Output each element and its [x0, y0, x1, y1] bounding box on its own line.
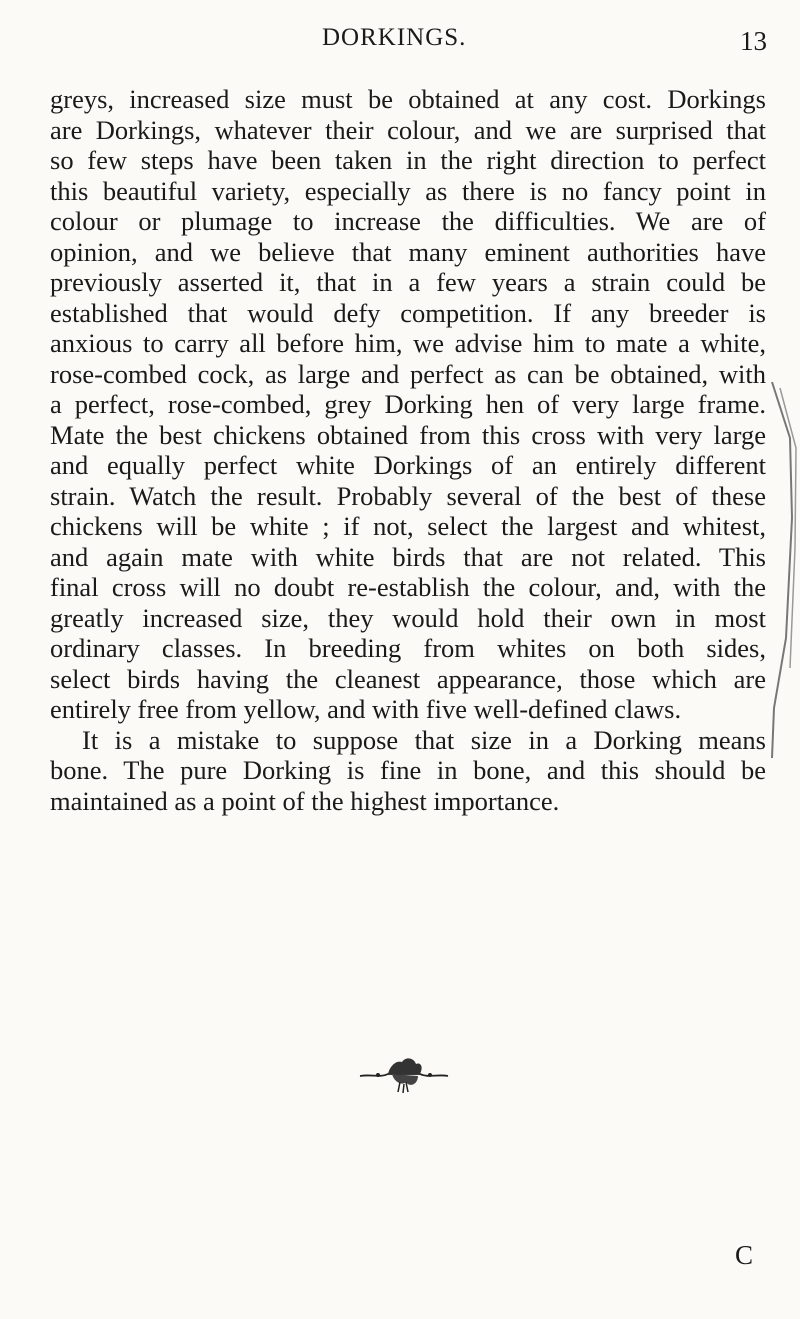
text-line: opinion, and we believe that many eminent authorities have [50, 236, 766, 267]
text-line: established that would defy competition. If any breeder is [50, 297, 766, 328]
text-line: so few steps have been taken in the right direction to perfect [50, 145, 766, 175]
running-title: DORKINGS. [322, 24, 467, 51]
text-line: ordinary classes. In breeding from whites on both sides, [50, 633, 766, 663]
text-line: Mate the best chickens obtained from this cross with very large [50, 419, 766, 450]
tailpiece-ornament-icon [358, 1052, 450, 1094]
text-line: bone. The pure Dorking is fine in bone, and this should be [50, 755, 766, 785]
text-line: colour or plumage to increase the difficulties. We are of [50, 206, 766, 236]
page-number: 13 [740, 26, 767, 56]
running-head [0, 22, 800, 62]
text-line: final cross will no doubt re-establish the colour, and, with the [50, 572, 766, 602]
text-line: maintained as a point of the highest importance. [50, 785, 560, 816]
text-line: this beautiful variety, especially as there is no fancy point in [50, 175, 766, 206]
body-text [50, 84, 766, 816]
text-line: previously asserted it, that in a few years a strain could be [50, 267, 766, 297]
signature-mark: C [735, 1240, 754, 1270]
text-line: and again mate with white birds that are not related. This [50, 541, 766, 572]
text-line: a perfect, rose-combed, grey Dorking hen of very large frame. [50, 389, 766, 419]
text-line: and equally perfect white Dorkings of an entirely different [50, 450, 766, 480]
text-line: select birds having the cleanest appearance, those which are [50, 663, 766, 694]
text-line: greys, increased size must be obtained at any cost. Dorkings [50, 84, 766, 114]
text-line: greatly increased size, they would hold their own in most [50, 602, 766, 633]
text-line: anxious to carry all before him, we advise him to mate a white, [50, 328, 766, 358]
text-line: It is a mistake to suppose that size in a Dorking means [82, 724, 766, 755]
text-line: are Dorkings, whatever their colour, and we are surprised that [50, 114, 766, 145]
text-line: entirely free from yellow, and with five well-defined claws. [50, 694, 682, 724]
text-line: chickens will be white ; if not, select the largest and whitest, [50, 511, 766, 541]
show-through-mark [768, 378, 798, 778]
text-line: rose-combed cock, as large and perfect as can be obtained, with [50, 358, 766, 389]
text-line: strain. Watch the result. Probably several of the best of these [50, 480, 766, 511]
